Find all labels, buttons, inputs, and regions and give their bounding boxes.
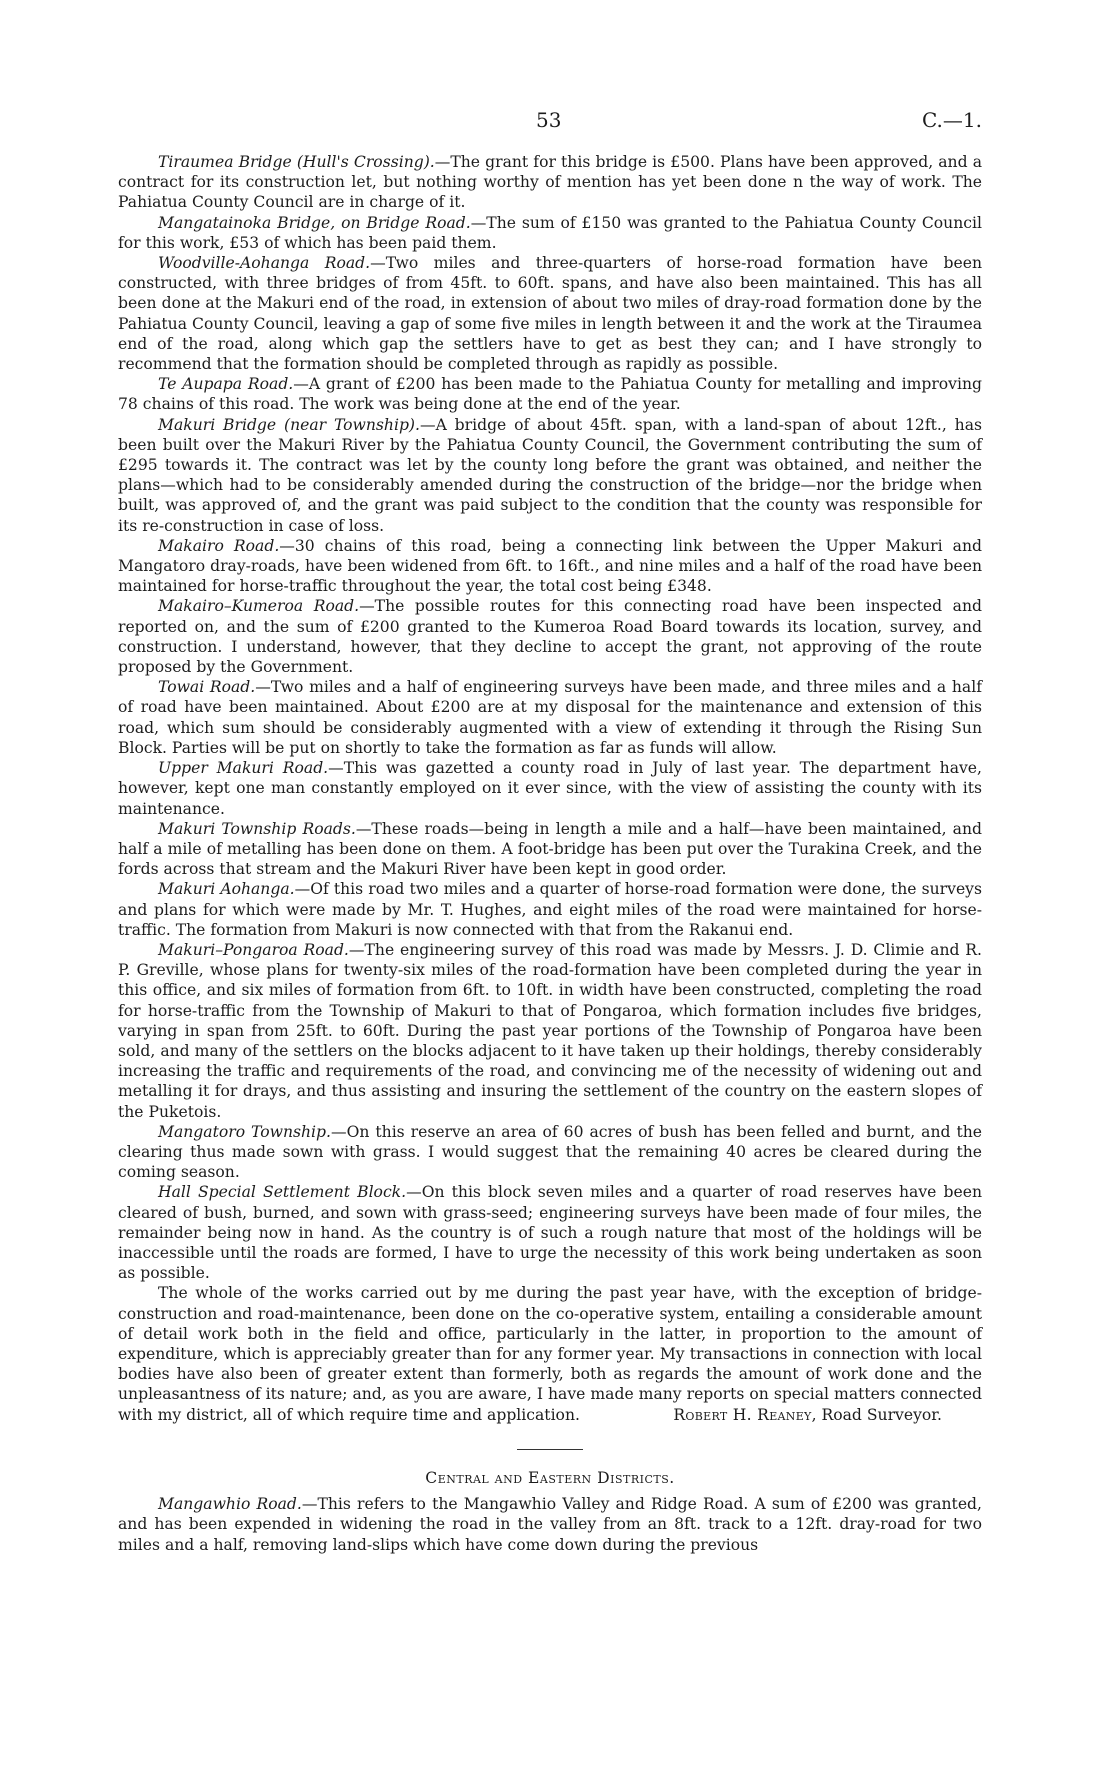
paragraph (118, 596, 982, 677)
paragraph-title: Towai Road. (158, 678, 256, 697)
paragraph-text: —A grant of £200 has been made to the Pahiatua County for metalling and improving 78 chains of this road. The work was being done at the end of the year. (118, 375, 983, 414)
paragraph (118, 758, 982, 819)
paragraph-text: —Two miles and a half of engineering surveys have been made, and three miles and a half of road have been maintained. About £200 are at my disposal for the maintenance and extension of this road, which sum should be considerably augmented with a view of extending it through the Rising Sun Block. Parties will be put on shortly to take the formation as far as funds will allow. (118, 678, 982, 757)
paragraph-text: —Two miles and three-quarters of horse-road formation have been constructed, with three bridges of from 45ft. to 60ft. spans, and have also been maintained. This has all been done at the Makuri end of the road, in extension of about two miles of dray-road formation done by the Pahiatua County Council, leaving a gap of some five miles in length between it and the work at the Tiraumea end of the road, along which gap the settlers have to get as best they can; and I have strongly to recommend that the formation should be completed through as rapidly as possible. (118, 254, 982, 374)
report-body (118, 152, 982, 1555)
document-reference: C.—1. (921, 108, 982, 132)
paragraph-title: Te Aupapa Road. (158, 375, 294, 394)
paragraph-title: Mangawhio Road. (158, 1495, 302, 1514)
paragraph-title: Hall Special Settlement Block. (158, 1183, 407, 1202)
paragraph (118, 213, 982, 253)
paragraph (118, 1182, 982, 1283)
paragraph-title: Woodville-Aohanga Road. (158, 254, 371, 273)
paragraph-text: —This was gazetted a county road in July of last year. The department have, however, kept one man constantly employed on it ever since, with the view of assisting the county with its maintenance. (118, 759, 982, 818)
paragraph (118, 1122, 982, 1183)
page-number: 53 (536, 108, 562, 132)
paragraph (118, 1283, 982, 1424)
section-divider (517, 1449, 583, 1450)
paragraph (118, 536, 982, 597)
page-header (118, 110, 982, 152)
paragraph-text: —Of this road two miles and a quarter of horse-road formation were done, the surveys and plans for which were made by Mr. T. Hughes, and eight miles of the road were maintained for horse-traffic. The formation from Makuri is now connected with that from the Rakanui end. (118, 880, 982, 939)
paragraph-text: —The grant for this bridge is £500. Plans have been approved, and a contract for its construction let, but nothing worthy of mention has yet been done n the way of work. The Pahiatua County Council are in charge of it. (118, 153, 982, 212)
paragraph-title: Mangatainoka Bridge, on Bridge Road. (158, 213, 471, 232)
paragraph-text: —On this reserve an area of 60 acres of bush has been felled and burnt, and the clearing thus made sown with grass. I would suggest that the remaining 40 acres be cleared during the coming season. (118, 1122, 983, 1182)
signature-name: Robert H. Reaney (673, 1405, 812, 1424)
paragraph-text: —A bridge of about 45ft. span, with a land-span of about 12ft., has been built over the Makuri River by the Pahiatua County Council, the Government contributing the sum of £295 towards it. The contract was let by the county long before the grant was obtained, and neither the plans—which had to be considerably amended during the construction of the bridge—nor the bridge when built, was approved of, and the grant was paid subject to the condition that the county was responsible for its re-construction in case of loss. (118, 415, 982, 535)
paragraph-text: —The sum of £150 was granted to the Pahiatua County Council for this work, £53 of which has been paid them. (118, 213, 982, 252)
paragraph (118, 374, 982, 414)
paragraph-text: —30 chains of this road, being a connecting link between the Upper Makuri and Mangatoro dray-roads, have been widened from 6ft. to 16ft., and nine miles and a half of the road have been maintained for horse-traffic throughout the year, the total cost being £348. (118, 536, 983, 596)
paragraph (118, 819, 982, 880)
paragraph-title: Tiraumea Bridge (Hull's Crossing). (158, 153, 435, 171)
paragraph-title: Makairo Road. (158, 536, 280, 555)
paragraph (118, 879, 982, 940)
paragraph-text: —The engineering survey of this road was made by Messrs. J. D. Climie and R. P. Greville, whose plans for twenty-six miles of the road-formation have been completed during the year in this office, and six miles of formation from 6ft. to 10ft. in width have been constructed, completing the road for horse-traffic from the Township of Makuri to that of Pongaroa, which formation includes five bridges, varying in span from 25ft. to 60ft. During the past year portions of the Township of Pongaroa have been sold, and many of the settlers on the blocks adjacent to it have taken up their holdings, thereby considerably increasing the traffic and requirements of the road, and convincing me of the necessity of widening out and metalling it for drays, and thus assisting and insuring the settlement of the country on the eastern slopes of the Puketois. (118, 940, 982, 1121)
paragraph-title: Makuri Aohanga. (158, 880, 295, 899)
paragraph-title: Makairo–Kumeroa Road. (158, 597, 360, 616)
paragraph-text: —This refers to the Mangawhio Valley and Ridge Road. A sum of £200 was granted, and has been expended in widening the road in the valley from an 8ft. track to a 12ft. dray-road for two miles and a half, removing land-slips which have come down during the previous (118, 1495, 982, 1554)
paragraph-text: —The possible routes for this connecting road have been inspected and reported on, and the sum of £200 granted to the Kumeroa Road Board towards its location, survey, and construction. I understand, however, that they decline to accept the grant, not approving of the route proposed by the Government. (118, 597, 982, 677)
paragraph-text: —These roads—being in length a mile and a half—have been maintained, and half a mile of metalling has been done on them. A foot-bridge has been put over the Turakina Creek, and the fords across that stream and the Makuri River have been kept in good order. (118, 819, 982, 879)
paragraph-title: Mangatoro Township. (158, 1122, 331, 1141)
section-heading: Central and Eastern Districts. (425, 1469, 675, 1487)
paragraph-text: —On this block seven miles and a quarter of road reserves have been cleared of bush, burned, and sown with grass-seed; engineering surveys have been made of four miles, the remainder being now in hand. As the country is of such a rough nature that most of the holdings will be inaccessible until the roads are formed, I have to urge the necessity of this work being undertaken as soon as possible. (118, 1183, 982, 1283)
signature-role: , Road Surveyor. (811, 1405, 942, 1424)
paragraph-title: Makuri Bridge (near Township). (158, 415, 420, 434)
paragraph (118, 152, 982, 213)
paragraph-text: The whole of the works carried out by me during the past year have, with the exception of bridge-construction and road-maintenance, been done on the co-operative system, entailing a considerable amount of detail work both in the field and office, particularly in the latter, in proportion to the amount of expenditure, which is appreciably greater than for any former year. My transactions in connection with local bodies have also been of greater extent than formerly, both as regards the amount of work done and the unpleasantness of its nature; and, as you are aware, I have made many reports on special matters connected with my district, all of which require time and application. (118, 1284, 982, 1424)
paragraph (118, 1494, 982, 1555)
paragraph (118, 253, 982, 374)
paragraph-title: Makuri Township Roads. (158, 819, 356, 838)
paragraph (118, 940, 982, 1122)
paragraph-title: Makuri–Pongaroa Road. (158, 940, 349, 959)
paragraph (118, 677, 982, 758)
paragraph-title: Upper Makuri Road. (158, 759, 329, 778)
paragraph (118, 415, 982, 536)
